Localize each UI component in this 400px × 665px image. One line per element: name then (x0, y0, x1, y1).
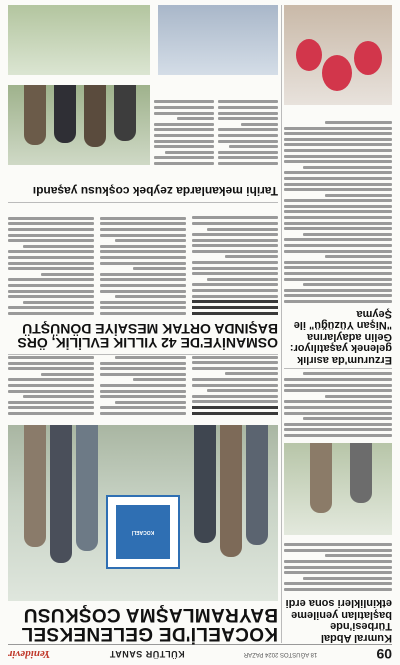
main-photo (8, 425, 278, 601)
left-story-1-body-2 (284, 370, 392, 437)
turbe-photo (284, 443, 392, 535)
third-body-col-2 (154, 98, 214, 165)
story-divider (8, 202, 278, 203)
second-body-col-1 (192, 214, 278, 315)
story-divider (284, 368, 392, 369)
left-story-1-body (284, 541, 392, 591)
zeybek-photo-3 (8, 5, 150, 75)
main-body-col-3 (8, 353, 94, 415)
section-title: KÜLTÜR SANAT (109, 649, 185, 659)
story-divider (8, 354, 278, 355)
left-story-2-headline: Erzurum'da asırlık gelenek yaşatılıyor: Gelin adaylarına "Nişan Yüzüğü" ile Şeyma (289, 308, 392, 366)
balloon-photo (284, 5, 392, 105)
newspaper-logo: Yenidevir (8, 648, 51, 660)
page-header (8, 644, 392, 663)
second-headline: OSMANİYE'DE 42 YILLIK EVLİLİK, ÖRS BAŞINDA ORTAK MESAİYE DÖNÜŞTÜ (17, 321, 278, 351)
page-number: 09 (376, 646, 392, 662)
zeybek-photo (8, 85, 150, 165)
second-body-col-3 (8, 214, 94, 315)
left-story-2-body (284, 118, 392, 303)
zeybek-photo-2 (158, 5, 278, 75)
left-story-1-headline: Kumral Abdal Türbesi'nde başlatılan yenileme etkinlikleri sona erdi (285, 597, 392, 644)
main-body-col-2 (100, 353, 186, 415)
main-headline: KOCAELİ'DE GELENEKSEL BAYRAMLAŞMA COŞKUSU (21, 604, 278, 644)
third-body-col-1 (218, 98, 278, 165)
issue-date: 18 AĞUSTOS 2024 PAZAR (243, 651, 318, 657)
second-body-col-2 (100, 214, 186, 315)
third-headline: Tarihi mekanlarda zeybek coşkusu yaşandı (32, 184, 278, 198)
banner-text: KOCAELİ (116, 505, 170, 559)
column-divider (281, 5, 282, 643)
main-body-col-1 (192, 353, 278, 415)
banner-sign (106, 495, 180, 569)
